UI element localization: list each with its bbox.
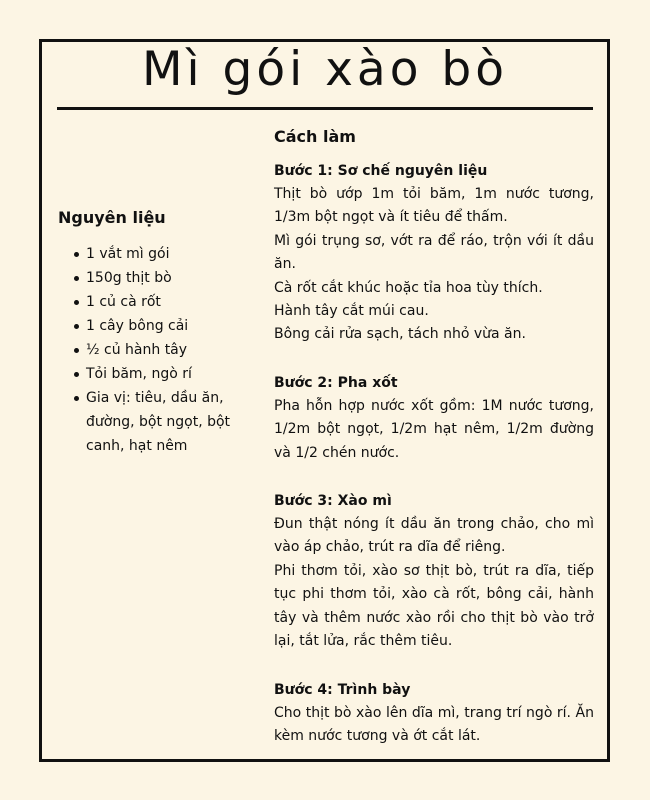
step-title: Bước 2: Pha xốt (274, 374, 398, 391)
ingredients-heading: Nguyên liệu (58, 208, 166, 227)
ingredient-item: Tỏi băm, ngò rí (74, 362, 248, 386)
ingredients-section (58, 206, 248, 458)
step-text: Bông cải rửa sạch, tách nhỏ vừa ăn. (274, 326, 526, 343)
method-section (274, 125, 594, 772)
ingredient-item: 150g thịt bò (74, 266, 248, 290)
method-heading: Cách làm (274, 127, 356, 146)
step-title: Bước 4: Trình bày (274, 681, 411, 698)
ingredient-item: 1 vắt mì gói (74, 242, 248, 266)
step-title: Bước 1: Sơ chế nguyên liệu (274, 163, 488, 179)
ingredient-item: ½ củ hành tây (74, 338, 248, 362)
ingredient-item: Gia vị: tiêu, dầu ăn, đường, bột ngọt, bột canh, hạt nêm (74, 386, 248, 458)
step-3 (274, 489, 594, 653)
step-text: Cà rốt cắt khúc hoặc tỉa hoa tùy thích. (274, 279, 543, 296)
ingredients-list (58, 242, 248, 458)
step-title: Bước 3: Xào mì (274, 493, 392, 510)
step-text: Đun thật nóng ít dầu ăn trong chảo, cho mì vào áp chảo, trút ra dĩa để riêng. (274, 516, 594, 556)
ingredient-item: 1 cây bông cải (74, 314, 248, 338)
step-text: Phi thơm tỏi, xào sơ thịt bò, trút ra dĩa, tiếp tục phi thơm tỏi, xào cà rốt, bông cải, hành tây và thêm nước xào rồi cho thịt bò vào trở lại, tắt lửa, rắc thêm tiêu. (274, 562, 594, 650)
step-1 (274, 159, 594, 347)
step-text: Thịt bò ướp 1m tỏi băm, 1m nước tương, 1/3m bột ngọt và ít tiêu để thấm. (274, 186, 594, 226)
step-text: Cho thịt bò xào lên dĩa mì, trang trí ngò rí. Ăn kèm nước tương và ớt cắt lát. (274, 704, 594, 744)
title-divider (57, 107, 593, 110)
step-text: Mì gói trụng sơ, vớt ra để ráo, trộn với ít dầu ăn. (274, 232, 594, 273)
step-4 (274, 678, 594, 749)
step-2 (274, 371, 594, 465)
ingredient-item: 1 củ cà rốt (74, 290, 248, 314)
recipe-title: Mì gói xào bò (141, 42, 509, 97)
step-text: Hành tây cắt múi cau. (274, 303, 429, 320)
step-text: Pha hỗn hợp nước xốt gồm: 1M nước tương, 1/2m bột ngọt, 1/2m hạt nêm, 1/2m đường và 1/2 chén nước. (274, 397, 594, 461)
